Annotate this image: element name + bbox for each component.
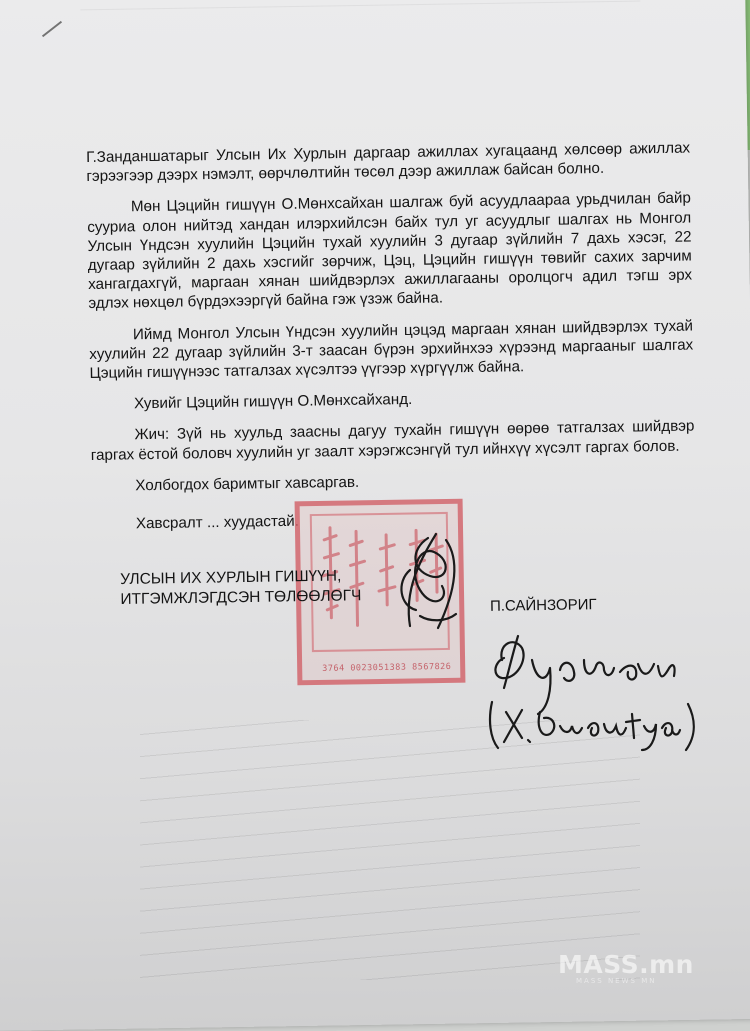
paragraph-copy-to: Хувийг Цэцийн гишүүн О.Мөнхсайханд. — [133, 391, 413, 413]
signatory-title-line2: ИТГЭМЖЛЭГДСЭН ТӨЛӨӨЛӨГЧ — [120, 587, 362, 608]
signature — [390, 530, 470, 640]
paragraph-attachments: Холбогдох баримтыг хавсаргав. — [135, 473, 360, 495]
letter-body — [86, 139, 696, 547]
watermark-brand: MASS.mn — [558, 950, 694, 979]
signatory-name: П.САЙНЗОРИГ — [489, 596, 597, 615]
paragraph-3: Иймд Монгол Улсын Үндсэн хуулийн цэцэд маргаан хянан шийдвэрлэх тухай хуулийн 22 дугаар зүйлийн 3-т заасан бүрэн эрхийнхээ хүрээнд маргааныг шалгах Цэцийн гишүүнээс татгалзах хүсэлтээ үүгээр хүргүүлж байна. — [89, 317, 694, 383]
stamp-serial-number: 3764 0023051383 8567826 — [322, 661, 452, 674]
paper-fold — [80, 1, 640, 11]
paragraph-appendix: Хавсралт ... хуудастай. — [135, 512, 300, 533]
paragraph-1: Г.Занданшатарыг Улсын Их Хурлын даргаар ажиллах хугацаанд хөлсөөр ажиллах гэрээгээр дээрх нэмэлт, өөрчлөлтийн төсөл дээр ажиллаж байсан болно. — [86, 139, 691, 186]
handwritten-note — [488, 630, 698, 755]
paragraph-note: Жич: Зүй нь хуульд заасны дагуу тухайн гишүүн өөрөө татгалзах шийдвэр гаргах ёстой боловч хуулийн уг заалт хэрэгжсэнгүй тул ийнхүү хүсэлт гаргах болов. — [90, 417, 695, 464]
back-page-ghost-text — [140, 720, 640, 980]
signatory-title — [120, 566, 362, 610]
mass-mn-watermark — [558, 950, 694, 985]
signatory-title-line1: УЛСЫН ИХ ХУРЛЫН ГИШҮҮН, — [120, 567, 342, 588]
watermark-tagline: MASS NEWS MN — [576, 977, 657, 985]
paragraph-2: Мөн Цэцийн гишүүн О.Мөнхсайхан шалгаж буй асуудлаараа урьдчилан байр сууриа олон нийтэд хандан илэрхийлсэн байх тул уг асуудлыг шалгах нь Монгол Улсын Үндсэн хуулийн Цэцийн тухай хуулийн 3 дугаар зүйлийн 7 дахь хэсэг, 22 дугаар зүйлийн 2 дахь хэсгийг зөрчиж, Цэц, Цэцийн гишүүн төвийг сахих зарчим хангагдахгүй, маргаан хянан шийдвэрлэх ажиллагааны оролцогч адил тэгш эрх эдлэх нөхцөл бүрдэхээргүй байна гэж үзэж байна. — [87, 189, 693, 313]
